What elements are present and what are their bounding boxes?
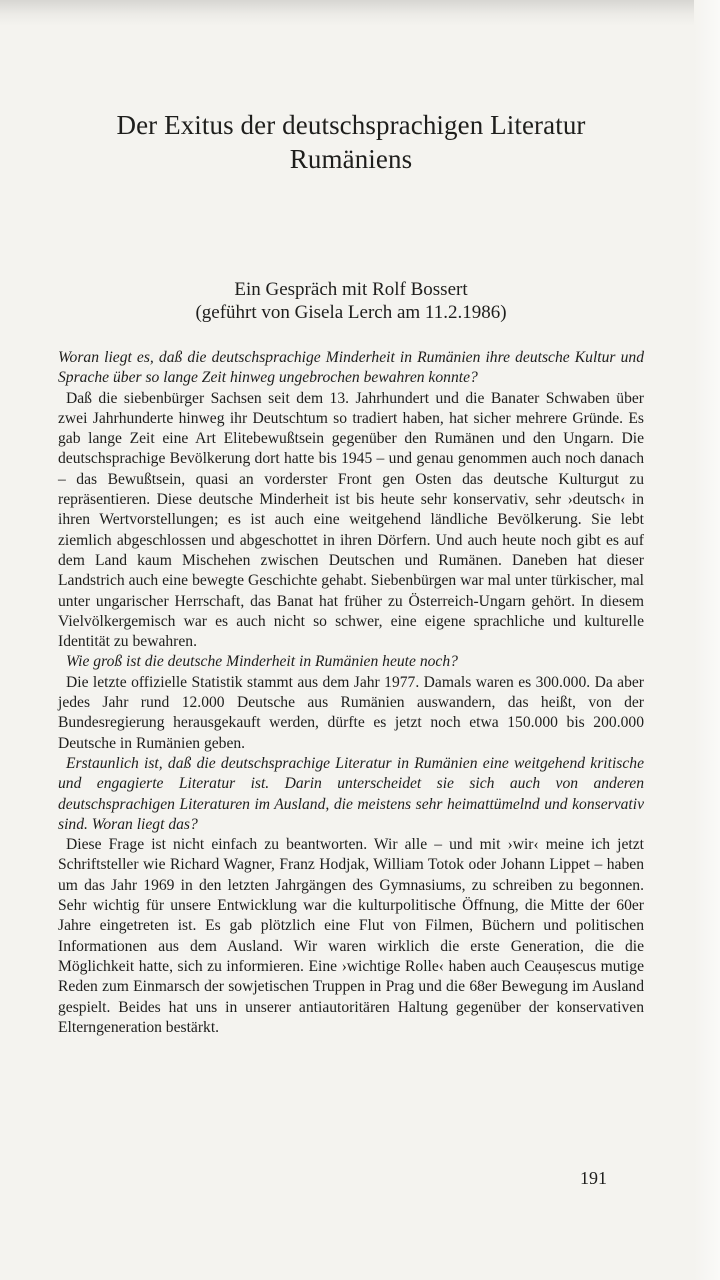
title-line-1: Der Exitus der deutschsprachigen Literatur	[116, 110, 586, 140]
article-title	[58, 108, 644, 176]
page-number: 191	[580, 1168, 607, 1188]
title-line-2: Rumäniens	[289, 144, 413, 174]
answer-3: Diese Frage ist nicht einfach zu beantworten. Wir alle – und mit ›wir‹ meine ich jetzt Schriftsteller wie Richard Wagner, Franz Hodjak, William Totok oder Johann Lippet – haben um das Jahr 1969 in den letzten Jahrgängen des Gymnasiums, zu schreiben zu begonnen. Sehr wichtig für unsere Entwicklung war die kulturpolitische Öffnung, die Mitte der 60er Jahre eingetreten ist. Es gab plötzlich eine Flut von Filmen, Büchern und politischen Informationen aus dem Ausland. Wir waren wirklich die erste Generation, die die Möglichkeit hatte, sich zu informieren. Eine ›wichtige Rolle‹ haben auch Ceaușescus mutige Reden zum Einmarsch der sowjetischen Truppen in Prag und die 68er Bewegung im Ausland gespielt. Beides hat uns in unserer antiautoritären Haltung gegenüber der konservativen Elterngeneration bestärkt.	[58, 836, 644, 1036]
book-page	[58, 108, 644, 1038]
article-body	[58, 348, 644, 1038]
question-1: Woran liegt es, daß die deutschsprachige Minderheit in Rumänien ihre deutsche Kultur und Sprache über so lange Zeit hinweg ungebrochen bewahren konnte?	[58, 349, 644, 387]
interview-credit: (geführt von Gisela Lerch am 11.2.1986)	[195, 302, 507, 323]
scan-edge	[694, 0, 720, 1280]
question-2: Wie groß ist die deutsche Minderheit in Rumänien heute noch?	[66, 653, 458, 671]
scan-shadow	[0, 0, 720, 26]
answer-2: Die letzte offizielle Statistik stammt aus dem Jahr 1977. Damals waren es 300.000. Da aber jedes Jahr rund 12.000 Deutsche aus Rumänien auswandern, das heißt, von der Bundesregierung herausgekauft werden, dürfte es jetzt noch etwa 150.000 bis 200.000 Deutsche in Rumänien geben.	[58, 673, 644, 752]
question-3: Erstaunlich ist, daß die deutschsprachige Literatur in Rumänien eine weitgehend kritische und engagierte Literatur ist. Darin unterscheidet sie sich auch von anderen deutschsprachigen Literaturen im Ausland, die meistens sehr heimattümelnd und konservativ sind. Woran liegt das?	[58, 754, 644, 833]
interview-subtitle: Ein Gespräch mit Rolf Bossert	[234, 279, 468, 300]
interview-heading	[58, 278, 644, 324]
answer-1: Daß die siebenbürger Sachsen seit dem 13. Jahrhundert und die Banater Schwaben über zwei Jahrhunderte hinweg ihr Deutschtum so tradiert haben, hat sicher mehrere Gründe. Es gab lange Zeit eine Art Elitebewußtsein gegenüber den Rumänen und den Ungarn. Die deutschsprachige Bevölkerung dort hatte bis 1945 – und genau genommen auch noch danach – das Bewußtsein, quasi an vorderster Front gen Osten das deutsche Kulturgut zu repräsentieren. Diese deutsche Minderheit ist bis heute sehr konservativ, sehr ›deutsch‹ in ihren Wertvorstellungen; es ist auch eine weitgehend ländliche Bevölkerung. Sie lebt ziemlich abgeschlossen und abgeschottet in ihren Dörfern. Und auch heute noch gibt es auf dem Land kaum Mischehen zwischen Deutschen und Rumänen. Daneben hat dieser Landstrich auch eine bewegte Geschichte gehabt. Siebenbürgen war mal unter türkischer, mal unter ungarischer Herrschaft, das Banat hat früher zu Österreich-Ungarn gehört. In diesem Vielvölkergemisch war es auch nicht so schwer, eine eigene sprachliche und kulturelle Identität zu bewahren.	[58, 389, 644, 651]
